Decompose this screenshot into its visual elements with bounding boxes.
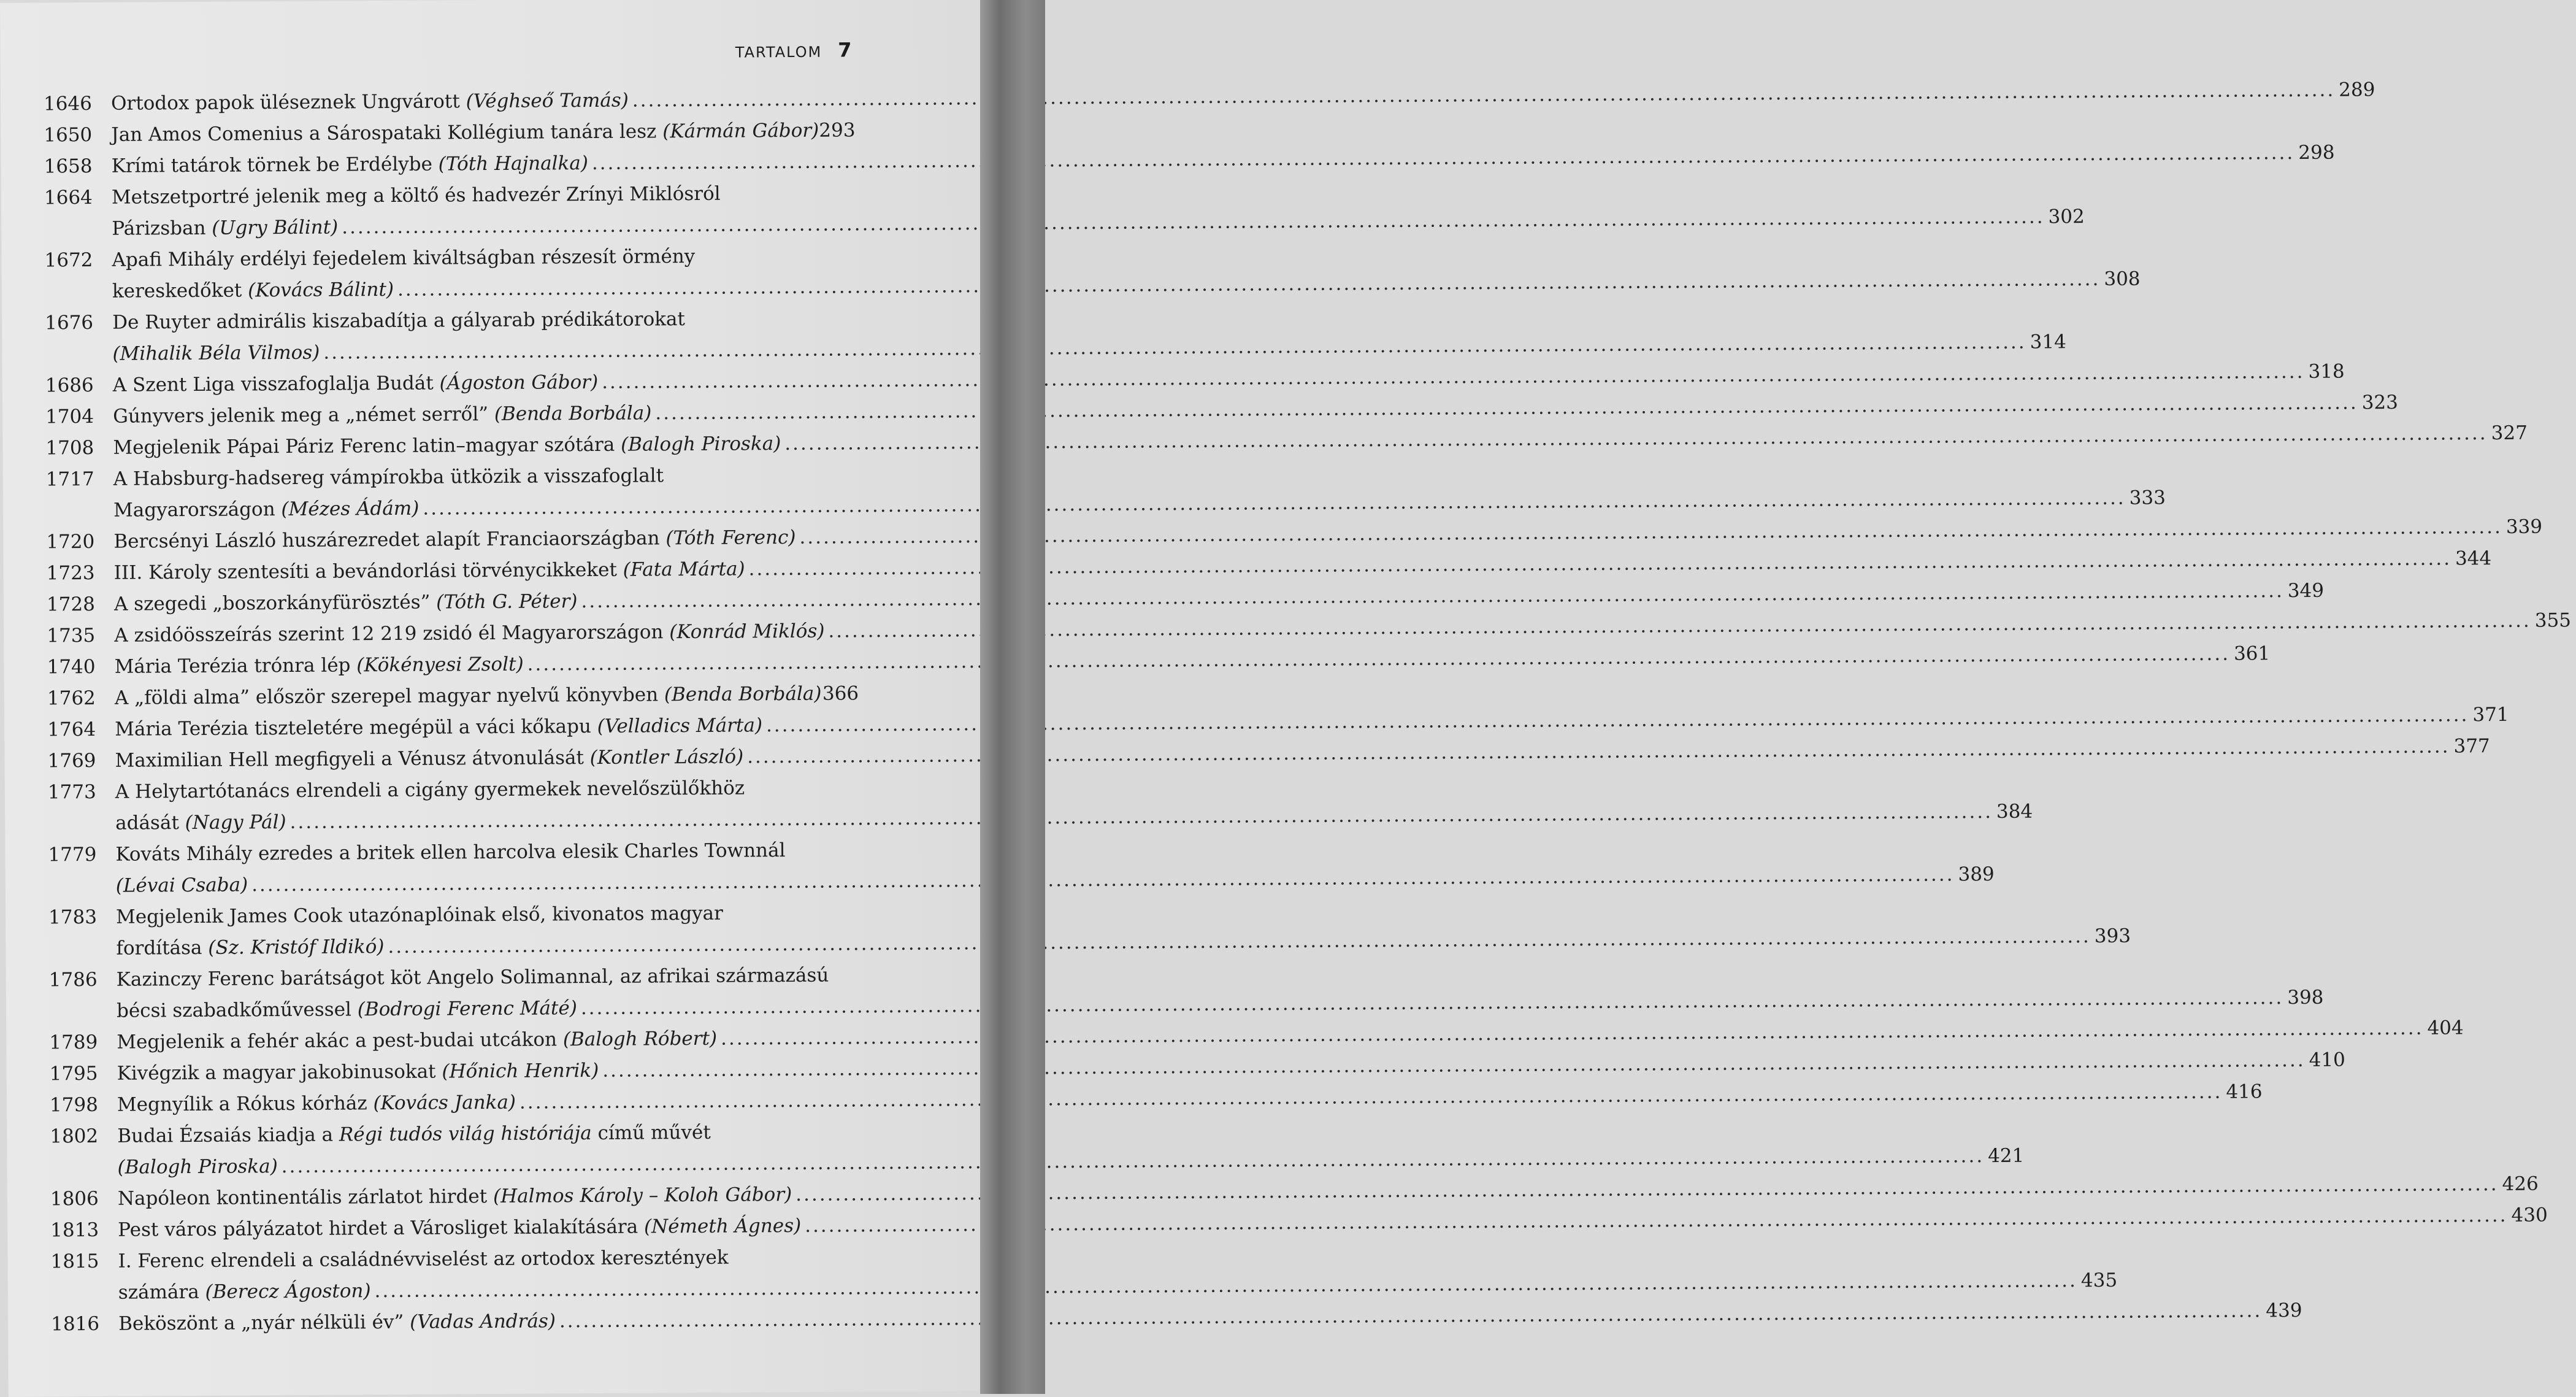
entry-title: A szegedi „boszorkányfürösztés” bbox=[114, 591, 436, 615]
entry-page-number: 404 bbox=[2427, 1012, 2461, 1044]
entry-author: (Benda Borbála) bbox=[664, 683, 822, 706]
entry-title: fordítása bbox=[116, 937, 208, 960]
toc-entry bbox=[50, 1241, 861, 1309]
entry-page-number: 339 bbox=[2506, 512, 2540, 543]
entry-title: Mária Terézia tiszteletére megépül a váci kőkapu bbox=[115, 715, 597, 741]
entry-year: 1786 bbox=[49, 964, 117, 1028]
entry-text bbox=[114, 553, 745, 588]
header-page-number: 7 bbox=[838, 38, 851, 61]
entry-year: 1769 bbox=[47, 745, 115, 777]
entry-page-number: 314 bbox=[2030, 326, 2064, 358]
entry-line bbox=[111, 115, 853, 150]
entry-text bbox=[115, 679, 822, 714]
entry-text bbox=[115, 772, 745, 807]
entry-author: (Balogh Piroska) bbox=[118, 1155, 278, 1179]
entry-title: Gúnyvers jelenik meg a „német serről” bbox=[113, 403, 494, 428]
entry-year: 1650 bbox=[44, 120, 111, 152]
entry-author: (Balogh Piroska) bbox=[621, 433, 781, 456]
entry-author: (Balogh Róbert) bbox=[563, 1028, 717, 1051]
entry-year: 1720 bbox=[46, 526, 113, 558]
entry-year: 1806 bbox=[50, 1183, 118, 1215]
entry-year: 1816 bbox=[51, 1309, 118, 1341]
entry-page-number: 398 bbox=[2287, 982, 2321, 1014]
entry-page-number: 293 bbox=[819, 115, 853, 146]
entry-year: 1664 bbox=[44, 182, 112, 245]
entry-text bbox=[113, 493, 420, 526]
toc-entry bbox=[50, 1116, 860, 1183]
entry-text bbox=[112, 179, 721, 214]
entry-year: 1658 bbox=[44, 151, 111, 183]
entry-author: (Fata Márta) bbox=[623, 558, 745, 580]
toc-entry bbox=[44, 146, 853, 182]
entry-year: 1717 bbox=[46, 464, 114, 527]
entry-page-number: 318 bbox=[2308, 356, 2342, 388]
entry-text bbox=[115, 835, 785, 871]
entry-text bbox=[113, 460, 664, 495]
entry-author: (Vadas András) bbox=[410, 1310, 556, 1333]
entry-page-number: 289 bbox=[2339, 74, 2373, 106]
toc-entry bbox=[51, 1304, 861, 1340]
entry-year: 1783 bbox=[48, 902, 117, 965]
entry-page-number: 416 bbox=[2226, 1076, 2260, 1107]
entry-author: (Kökényesi Zsolt) bbox=[356, 653, 524, 677]
entry-text bbox=[116, 869, 248, 901]
entry-text bbox=[118, 1179, 792, 1215]
toc-entry bbox=[44, 177, 854, 245]
entry-text bbox=[114, 649, 523, 683]
entry-text bbox=[117, 993, 577, 1027]
entry-title: Metszetportré jelenik meg a költő és hadvezér Zrínyi Miklósról bbox=[112, 183, 721, 209]
entry-title: Kivégzik a magyar jakobinusokat bbox=[117, 1061, 442, 1085]
entry-author: (Kontler László) bbox=[590, 745, 744, 769]
entry-text bbox=[113, 367, 599, 401]
entry-title: Beköszönt a „nyár nélküli év” bbox=[118, 1311, 410, 1335]
toc-entry bbox=[50, 1179, 860, 1215]
entry-year: 1672 bbox=[44, 245, 112, 308]
entry-author: (Benda Borbála) bbox=[494, 402, 652, 425]
entry-text bbox=[117, 1117, 711, 1152]
entry-title: Kováts Mihály ezredes a britek ellen harcolva elesik Charles Townnál bbox=[115, 839, 785, 866]
toc-entry bbox=[47, 678, 857, 714]
toc-entry bbox=[44, 115, 853, 151]
entry-text bbox=[118, 1306, 556, 1339]
entry-title: Apafi Mihály erdélyi fejedelem kiváltságban részesít örmény bbox=[112, 245, 695, 271]
entry-title: Budai Ézsaiás kiadja a bbox=[117, 1124, 339, 1147]
entry-title: Pest város pályázatot hirdet a Városliget kialakítására bbox=[118, 1216, 644, 1241]
entry-text bbox=[112, 212, 338, 245]
entry-text bbox=[111, 115, 819, 151]
entry-text bbox=[116, 931, 384, 964]
entry-year: 1723 bbox=[47, 558, 114, 590]
entry-author: (Kovács Bálint) bbox=[248, 279, 394, 301]
entry-year: 1740 bbox=[47, 652, 114, 683]
entry-page-number: 435 bbox=[2081, 1265, 2115, 1296]
entry-text bbox=[112, 337, 320, 370]
entry-text bbox=[112, 304, 685, 339]
entry-page-number: 384 bbox=[1996, 796, 2031, 828]
entry-author: (Bodrogi Ferenc Máté) bbox=[358, 997, 577, 1020]
entry-author: (Konrád Miklós) bbox=[669, 620, 824, 644]
entry-title: III. Károly szentesíti a bevándorlási törvénycikkeket bbox=[114, 559, 623, 584]
entry-text bbox=[115, 710, 762, 745]
entry-text bbox=[114, 586, 578, 620]
entry-page-number: 298 bbox=[2298, 137, 2333, 169]
entry-page-number: 361 bbox=[2234, 638, 2268, 669]
toc-entry bbox=[50, 1053, 859, 1090]
entry-title: De Ruyter admirális kiszabadítja a gályarab prédikátorokat bbox=[112, 308, 685, 334]
entry-year: 1735 bbox=[47, 620, 114, 652]
entry-year: 1708 bbox=[45, 433, 113, 464]
entry-page-number: 421 bbox=[1988, 1141, 2022, 1172]
toc-entry bbox=[44, 83, 853, 120]
entry-title: Megjelenik a fehér akác a pest-budai utcákon bbox=[117, 1028, 563, 1053]
entry-title: A Szent Liga visszafoglalja Budát bbox=[113, 372, 440, 396]
entry-page-number: 302 bbox=[2048, 201, 2082, 233]
entry-page-number: 366 bbox=[822, 678, 857, 709]
toc-entry bbox=[50, 1085, 859, 1121]
entry-text bbox=[117, 1055, 599, 1090]
entry-author: (Tóth Hajnalka) bbox=[439, 152, 588, 175]
entry-text bbox=[112, 241, 695, 276]
entry-text bbox=[117, 1151, 277, 1183]
entry-title: Párizsban bbox=[112, 217, 212, 240]
entry-text bbox=[118, 1242, 728, 1277]
entry-text bbox=[114, 616, 824, 652]
entry-text bbox=[112, 274, 394, 307]
entry-year: 1676 bbox=[45, 307, 113, 371]
entry-year: 1728 bbox=[47, 589, 114, 621]
entry-title: Maximilian Hell megfigyeli a Vénusz átvonulását bbox=[115, 747, 589, 772]
entry-author: (Kovács Janka) bbox=[373, 1091, 516, 1114]
entry-page-number: 430 bbox=[2511, 1200, 2545, 1231]
toc-entry bbox=[47, 647, 856, 683]
entry-page-number: 393 bbox=[2095, 921, 2129, 952]
entry-title: I. Ferenc elrendeli a családnévviselést az ortodox keresztények bbox=[118, 1247, 728, 1272]
entry-title: A zsidóösszeírás szerint 12 219 zsidó él Magyarországon bbox=[114, 621, 669, 647]
entry-title: számára bbox=[118, 1281, 205, 1304]
entry-title: kereskedőket bbox=[112, 279, 248, 302]
entry-title-continued: című művét bbox=[592, 1122, 711, 1144]
entry-title: bécsi szabadkőművessel bbox=[117, 998, 358, 1022]
toc-entry bbox=[45, 428, 855, 464]
entry-author: (Tóth Ferenc) bbox=[665, 526, 795, 549]
entry-page-number: 426 bbox=[2502, 1169, 2536, 1200]
entry-page-number: 323 bbox=[2362, 387, 2396, 418]
entry-title: Magyarországon bbox=[113, 498, 282, 521]
entry-title: Megjelenik James Cook utazónaplóinak első, kivonatos magyar bbox=[116, 902, 723, 928]
entry-title: adását bbox=[115, 812, 185, 834]
entry-text bbox=[115, 741, 743, 776]
toc-entry bbox=[46, 459, 856, 526]
entry-text bbox=[117, 1087, 516, 1121]
entry-page-number: 439 bbox=[2266, 1295, 2300, 1326]
toc-entry bbox=[49, 960, 859, 1027]
entry-page-number: 308 bbox=[2104, 264, 2138, 295]
entry-line bbox=[111, 74, 2374, 120]
entry-year: 1773 bbox=[48, 777, 116, 840]
entry-page-number: 389 bbox=[1958, 859, 1992, 890]
entry-author: (Véghseő Tamás) bbox=[466, 90, 629, 113]
running-header bbox=[735, 38, 852, 62]
entry-title: Krími tatárok törnek be Erdélybe bbox=[112, 153, 439, 177]
entry-year: 1802 bbox=[50, 1121, 118, 1184]
entry-author: (Ugry Bálint) bbox=[212, 217, 338, 239]
entry-title: Jan Amos Comenius a Sárospataki Kollégium tanára lesz bbox=[111, 120, 662, 145]
entry-text bbox=[116, 898, 723, 933]
entry-book-title: Régi tudós világ históriája bbox=[339, 1122, 592, 1146]
toc-entry bbox=[47, 709, 857, 745]
entry-page-number: 371 bbox=[2472, 699, 2507, 731]
entry-page-number: 344 bbox=[2455, 543, 2490, 574]
toc-entry bbox=[45, 396, 855, 433]
toc-entry bbox=[46, 521, 856, 558]
entry-title: Napóleon kontinentális zárlatot hirdet bbox=[118, 1185, 493, 1210]
entry-author: (Halmos Károly – Koloh Gábor) bbox=[493, 1183, 792, 1207]
entry-text bbox=[118, 1276, 371, 1309]
toc-entry bbox=[45, 365, 855, 401]
entry-year: 1646 bbox=[44, 88, 111, 120]
entry-year: 1686 bbox=[45, 370, 113, 402]
entry-title: Megnyílik a Rókus kórház bbox=[117, 1092, 374, 1116]
entry-page-number: 377 bbox=[2453, 731, 2488, 762]
entry-page-number: 349 bbox=[2288, 575, 2322, 607]
entry-text bbox=[113, 398, 652, 432]
entry-page-number: 333 bbox=[2129, 482, 2164, 514]
entry-title: Mária Terézia trónra lép bbox=[115, 654, 357, 677]
entry-text bbox=[115, 807, 286, 839]
entry-year: 1798 bbox=[50, 1090, 117, 1122]
toc-entry bbox=[47, 584, 856, 620]
entry-year: 1815 bbox=[50, 1246, 118, 1309]
table-of-contents bbox=[44, 83, 861, 1340]
entry-text bbox=[117, 960, 829, 996]
toc-entry bbox=[45, 302, 855, 370]
entry-text bbox=[118, 1210, 801, 1246]
entry-title: Ortodox papok üléseznek Ungvárott bbox=[111, 90, 466, 115]
entry-year: 1813 bbox=[50, 1215, 118, 1247]
entry-author: (Mihalik Béla Vilmos) bbox=[112, 342, 320, 365]
entry-page-number: 327 bbox=[2491, 418, 2526, 449]
entry-page-number: 410 bbox=[2309, 1045, 2344, 1076]
entry-author: (Ágoston Gábor) bbox=[440, 371, 599, 394]
toc-entry bbox=[48, 897, 859, 964]
toc-entry bbox=[48, 772, 858, 839]
book-binding-edge bbox=[980, 0, 1045, 1394]
entry-author: (Nagy Pál) bbox=[185, 811, 286, 834]
entry-year: 1704 bbox=[45, 401, 113, 433]
entry-year: 1795 bbox=[50, 1058, 117, 1090]
toc-entry bbox=[49, 1022, 859, 1058]
entry-text bbox=[111, 85, 629, 120]
entry-year: 1764 bbox=[47, 714, 115, 746]
entry-author: (Mézes Ádám) bbox=[281, 498, 419, 520]
entry-title: A „földi alma” először szerepel magyar nyelvű könyvben bbox=[115, 683, 664, 709]
entry-title: Megjelenik Pápai Páriz Ferenc latin–magyar szótára bbox=[113, 434, 621, 459]
entry-author: (Velladics Márta) bbox=[597, 714, 762, 737]
entry-line bbox=[115, 678, 857, 714]
toc-entry bbox=[47, 615, 856, 652]
toc-entry bbox=[47, 741, 857, 777]
entry-text bbox=[113, 428, 781, 464]
entry-text bbox=[117, 1023, 717, 1058]
toc-entry bbox=[44, 240, 854, 307]
entry-text bbox=[113, 522, 795, 558]
entry-year: 1779 bbox=[48, 839, 116, 902]
entry-title: Bercsényi László huszárezredet alapít Franciaországban bbox=[113, 527, 665, 552]
entry-text bbox=[111, 148, 588, 182]
toc-entry bbox=[50, 1210, 860, 1246]
entry-title: A Helytartótanács elrendeli a cigány gyermekek nevelőszülőkhöz bbox=[115, 777, 745, 802]
toc-entry bbox=[48, 834, 858, 902]
dot-leader bbox=[632, 75, 2336, 117]
entry-author: (Lévai Csaba) bbox=[116, 874, 248, 896]
entry-author: (Németh Ágnes) bbox=[644, 1215, 801, 1238]
entry-author: (Hőnich Henrik) bbox=[442, 1060, 599, 1083]
book-page bbox=[0, 0, 989, 1397]
entry-title: A Habsburg-hadsereg vámpírokba ütközik a visszafoglalt bbox=[113, 464, 664, 490]
toc-entry bbox=[47, 553, 856, 589]
entry-year: 1789 bbox=[49, 1027, 117, 1059]
entry-author: (Berecz Ágoston) bbox=[205, 1280, 371, 1303]
entry-author: (Tóth G. Péter) bbox=[436, 590, 577, 613]
entry-title: Kazinczy Ferenc barátságot köt Angelo Solimannal, az afrikai származású bbox=[117, 964, 829, 991]
entry-author: (Sz. Kristóf Ildikó) bbox=[208, 936, 384, 959]
entry-page-number: 355 bbox=[2535, 605, 2569, 636]
entry-year: 1762 bbox=[47, 683, 115, 715]
entry-author: (Kármán Gábor) bbox=[662, 120, 819, 143]
header-label: TARTALOM bbox=[735, 44, 822, 61]
